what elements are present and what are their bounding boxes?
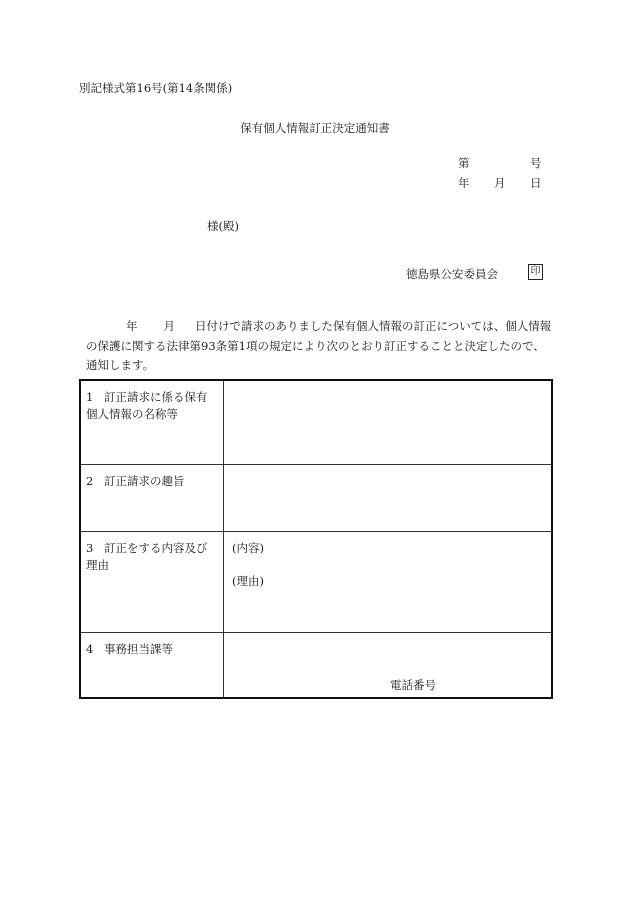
reason-heading: (理由) [232, 573, 264, 588]
number-suffix: 号 [530, 156, 542, 170]
row-label [80, 464, 224, 531]
row-label [80, 632, 224, 698]
row-content [224, 464, 553, 531]
body-year: 年 [126, 319, 138, 333]
row-number: 4 [86, 641, 94, 656]
issuer-name: 徳島県公安委員会 [406, 267, 498, 281]
row-content [224, 531, 553, 632]
row-number: 1 [86, 390, 94, 404]
date-year: 年 [458, 176, 470, 190]
date-day: 日 [530, 176, 542, 190]
table-row [80, 380, 552, 464]
issuer [406, 266, 541, 282]
phone-label: 電話番号 [390, 677, 436, 692]
row-number: 2 [86, 473, 94, 488]
content-heading: (内容) [232, 540, 264, 555]
table-row [80, 464, 552, 531]
notice-table [79, 379, 553, 699]
row-number: 3 [86, 540, 94, 555]
row-label-text: 事務担当課等 [104, 641, 173, 656]
row-label [80, 531, 224, 632]
body-text: 日付けで請求のありました保有個人情報の訂正については、個人情報の保護に関する法律第93条第1項の規定により次のとおり訂正することと決定したので、通知します。 [86, 319, 552, 372]
number-prefix: 第 [458, 156, 470, 170]
table-row [80, 632, 552, 698]
form-reference: 別記様式第16号(第14条関係) [79, 81, 233, 95]
seal-mark: 印 [528, 264, 543, 280]
body-month: 月 [163, 319, 175, 333]
document-title: 保有個人情報訂正決定通知書 [240, 121, 390, 135]
row-content [224, 632, 553, 698]
date-month: 月 [494, 176, 506, 190]
row-label [80, 380, 224, 464]
notice-body [86, 317, 556, 376]
table-row [80, 531, 552, 632]
row-label-text: 訂正請求に係る保有個人情報の名称等 [86, 390, 208, 421]
row-content [224, 380, 553, 464]
row-label-text: 訂正をする内容及び理由 [86, 540, 208, 572]
addressee: 様(殿) [207, 219, 239, 233]
row-label-text: 訂正請求の趣旨 [104, 473, 185, 488]
